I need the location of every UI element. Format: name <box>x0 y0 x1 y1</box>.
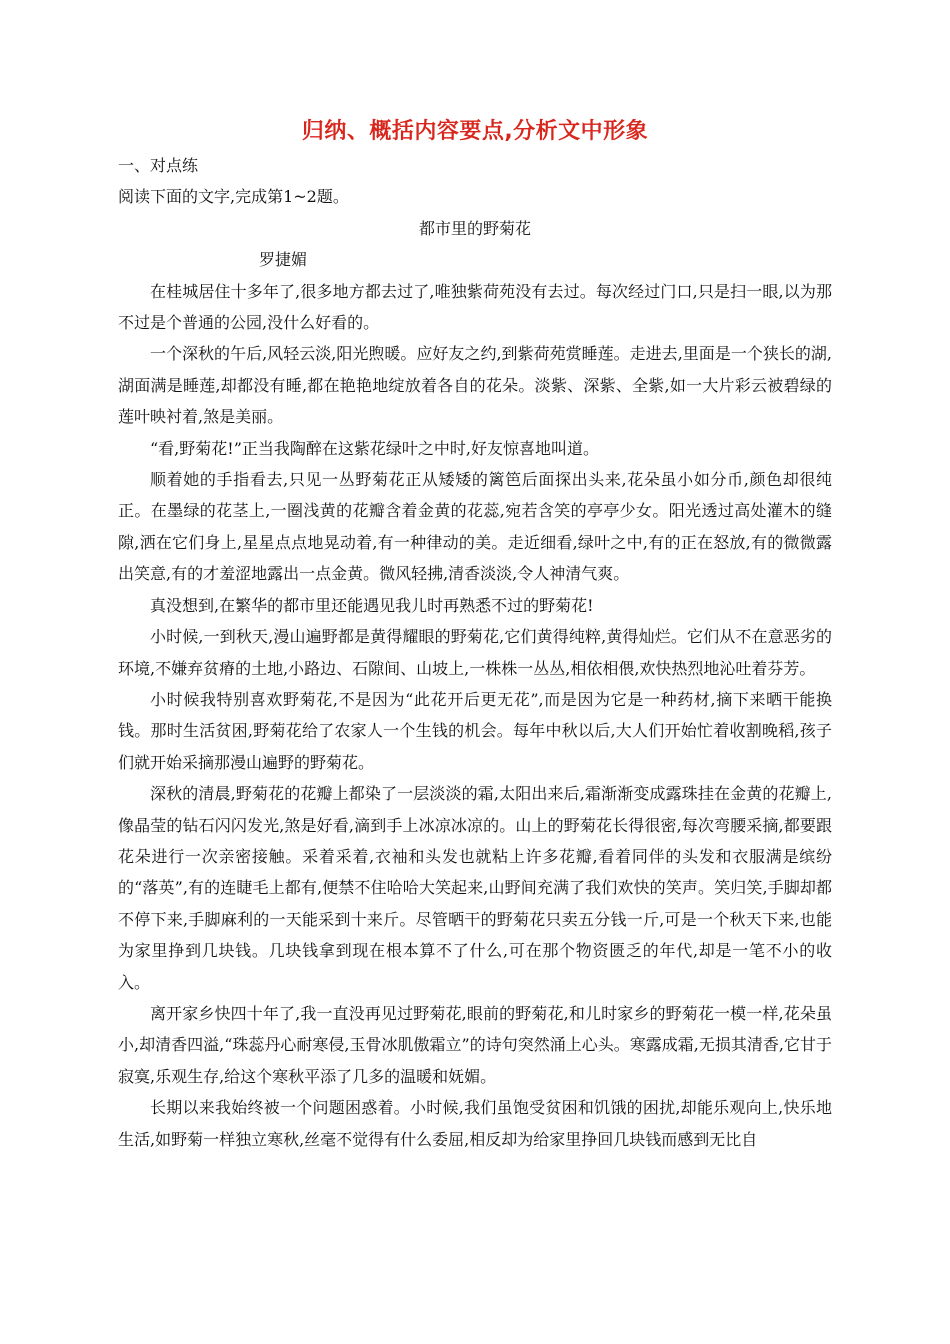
paragraph: 小时候,一到秋天,漫山遍野都是黄得耀眼的野菊花,它们黄得纯粹,黄得灿烂。它们从不在意恶劣的环境,不嫌弃贫瘠的土地,小路边、石隙间、山坡上,一株株一丛丛,相依相偎,欢快热烈地沁吐着芬芳。 <box>118 627 832 678</box>
paragraph: 真没想到,在繁华的都市里还能遇见我儿时再熟悉不过的野菊花! <box>150 595 594 615</box>
article-author: 罗捷媚 <box>259 250 308 270</box>
instruction-text: 阅读下面的文字,完成第1~2题。 <box>118 187 349 207</box>
paragraph: 顺着她的手指看去,只见一丛野菊花正从矮矮的篱笆后面探出头来,花朵虽小如分币,颜色却很纯正。在墨绿的花茎上,一圈浅黄的花瓣含着金黄的花蕊,宛若含笑的亭亭少女。阳光透过高处灌木的缝隙,洒在它们身上,星星点点地晃动着,有一种律动的美。走近细看,绿叶之中,有的正在怒放,有的微微露出笑意,有的才羞涩地露出一点金黄。微风轻拂,清香淡淡,令人神清气爽。 <box>118 470 832 584</box>
paragraph: 一个深秋的午后,风轻云淡,阳光煦暖。应好友之约,到紫荷苑赏睡莲。走进去,里面是一个狭长的湖,湖面满是睡莲,却都没有睡,都在艳艳地绽放着各自的花朵。淡紫、深紫、全紫,如一大片彩云被碧绿的莲叶映衬着,煞是美丽。 <box>118 344 832 427</box>
paragraph: 深秋的清晨,野菊花的花瓣上都染了一层淡淡的霜,太阳出来后,霜渐渐变成露珠挂在金黄的花瓣上,像晶莹的钻石闪闪发光,煞是好看,滴到手上冰凉冰凉的。山上的野菊花长得很密,每次弯腰采摘,都要跟花朵进行一次亲密接触。采着采着,衣袖和头发也就粘上许多花瓣,看着同伴的头发和衣服满是缤纷的“落英”,有的连睫毛上都有,便禁不住哈哈大笑起来,山野间充满了我们欢快的笑声。笑归笑,手脚却都不停下来,手脚麻利的一天能采到十来斤。尽管晒干的野菊花只卖五分钱一斤,可是一个秋天下来,也能为家里挣到几块钱。几块钱拿到现在根本算不了什么,可在那个物资匮乏的年代,却是一笔不小的收入。 <box>118 784 832 992</box>
page-title: 归纳、概括内容要点,分析文中形象 <box>301 119 649 144</box>
document-body <box>118 150 832 1155</box>
article-title: 都市里的野菊花 <box>418 218 531 238</box>
paragraph: 长期以来我始终被一个问题困惑着。小时候,我们虽饱受贫困和饥饿的困扰,却能乐观向上,快乐地生活,如野菊一样独立寒秋,丝毫不觉得有什么委屈,相反却为给家里挣回几块钱而感到无比自 <box>118 1098 832 1149</box>
paragraph: “看,野菊花!”正当我陶醉在这紫花绿叶之中时,好友惊喜地叫道。 <box>150 438 599 458</box>
paragraph: 小时候我特别喜欢野菊花,不是因为“此花开后更无花”,而是因为它是一种药材,摘下来晒干能换钱。那时生活贫困,野菊花给了农家人一个生钱的机会。每年中秋以后,大人们开始忙着收割晚稻,孩子们就开始采摘那漫山遍野的野菊花。 <box>118 689 832 772</box>
paragraph: 离开家乡快四十年了,我一直没再见过野菊花,眼前的野菊花,和儿时家乡的野菊花一模一样,花朵虽小,却清香四溢,“珠蕊丹心耐寒侵,玉骨冰肌傲霜立”的诗句突然涌上心头。寒露成霜,无损其清香,它甘于寂寞,乐观生存,给这个寒秋平添了几多的温暖和妩媚。 <box>118 1003 832 1086</box>
paragraph: 在桂城居住十多年了,很多地方都去过了,唯独紫荷苑没有去过。每次经过门口,只是扫一眼,以为那不过是个普通的公园,没什么好看的。 <box>118 281 832 333</box>
section-heading: 一、对点练 <box>118 156 199 175</box>
